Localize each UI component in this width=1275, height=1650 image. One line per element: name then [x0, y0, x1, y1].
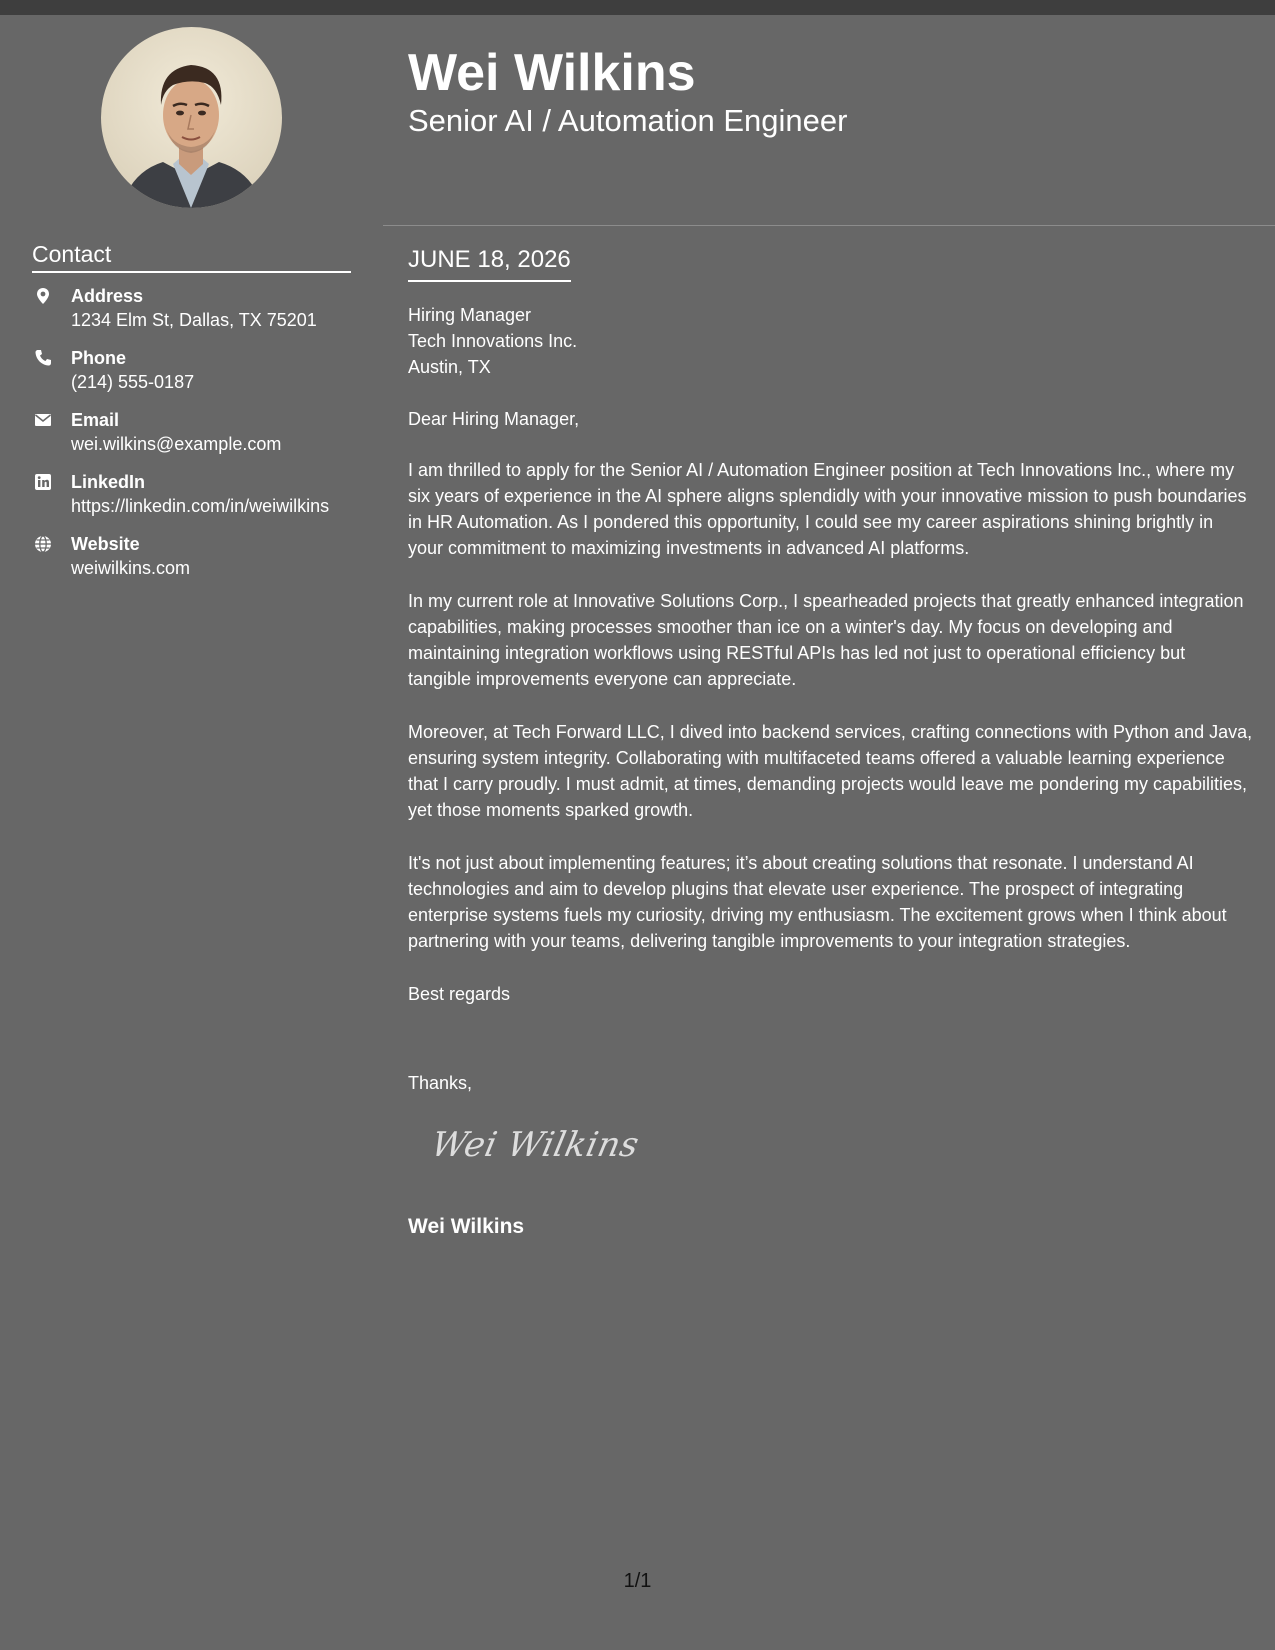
- page-number: 1/1: [623, 1570, 652, 1592]
- phone-value: (214) 555-0187: [71, 372, 195, 392]
- contact-item-phone: [32, 346, 352, 394]
- phone-icon: [34, 349, 52, 367]
- closing: Best regards: [408, 984, 511, 1004]
- linkedin-value[interactable]: https://linkedin.com/in/weiwilkins: [71, 496, 330, 516]
- recipient-line: Austin, TX: [408, 357, 491, 377]
- globe-icon: [34, 535, 52, 553]
- email-label: Email: [71, 410, 120, 430]
- letter-body: [408, 302, 1253, 1007]
- recipient-line: Tech Innovations Inc.: [408, 331, 578, 351]
- letter-paragraph: Moreover, at Tech Forward LLC, I dived into backend services, crafting connections with Python and Java, ensuring system integrity. Collaborating with multifaceted teams offered a valuable learning experience that I carry proudly. I must admit, at times, demanding projects would leave me pondering my capabilities, yet those moments sparked growth.: [408, 722, 1253, 820]
- contact-item-address: [32, 284, 352, 332]
- recipient-line: Hiring Manager: [408, 305, 532, 325]
- avatar: [101, 27, 282, 208]
- phone-label: Phone: [71, 348, 127, 368]
- top-bar: [0, 0, 1275, 15]
- linkedin-label: LinkedIn: [71, 472, 146, 492]
- job-title: Senior AI / Automation Engineer: [408, 103, 848, 138]
- letter-paragraph: In my current role at Innovative Solutions Corp., I spearheaded projects that greatly enhanced integration capabilities, making processes smoother than ice on a winter's day. My focus on developing and maintaining integration workflows using RESTful APIs has led not just to operational efficiency but tangible improvements everyone can appreciate.: [408, 591, 1244, 689]
- website-value[interactable]: weiwilkins.com: [71, 558, 191, 578]
- letter-paragraph: I am thrilled to apply for the Senior AI / Automation Engineer position at Tech Innovations Inc., where my six years of experience in the AI sphere aligns splendidly with your innovative mission to push boundaries in HR Automation. As I pondered this opportunity, I could see my career aspirations shining brightly in your commitment to maximizing investments in advanced AI platforms.: [408, 460, 1247, 558]
- signer-name: Wei Wilkins: [408, 1215, 525, 1238]
- contact-heading: Contact: [32, 240, 351, 273]
- linkedin-icon: [34, 473, 52, 491]
- handwritten-signature: Wei Wilkins: [427, 1125, 643, 1165]
- recipient-block: [408, 302, 1253, 380]
- contact-item-email: [32, 408, 352, 456]
- thanks-line: Thanks,: [408, 1073, 473, 1093]
- envelope-icon: [34, 411, 52, 429]
- candidate-name: Wei Wilkins: [408, 44, 696, 102]
- letter-paragraph: It's not just about implementing features; it’s about creating solutions that resonate. I understand AI technologies and aim to develop plugins that elevate user experience. The prospect of integrating enterprise systems fuels my curiosity, driving my enthusiasm. The excitement grows when I think about partnering with your teams, delivering tangible improvements to your integration strategies.: [408, 853, 1227, 951]
- email-value[interactable]: wei.wilkins@example.com: [71, 434, 282, 454]
- portrait-photo: [101, 27, 282, 208]
- salutation: Dear Hiring Manager,: [408, 409, 580, 429]
- address-value: 1234 Elm St, Dallas, TX 75201: [71, 310, 317, 330]
- location-pin-icon: [34, 287, 52, 305]
- contact-item-linkedin: [32, 470, 352, 518]
- address-label: Address: [71, 286, 144, 306]
- website-label: Website: [71, 534, 140, 554]
- contact-list: [32, 284, 352, 594]
- letter-date: JUNE 18, 2026: [408, 244, 571, 282]
- contact-item-website: [32, 532, 352, 580]
- header-divider: [383, 225, 1275, 226]
